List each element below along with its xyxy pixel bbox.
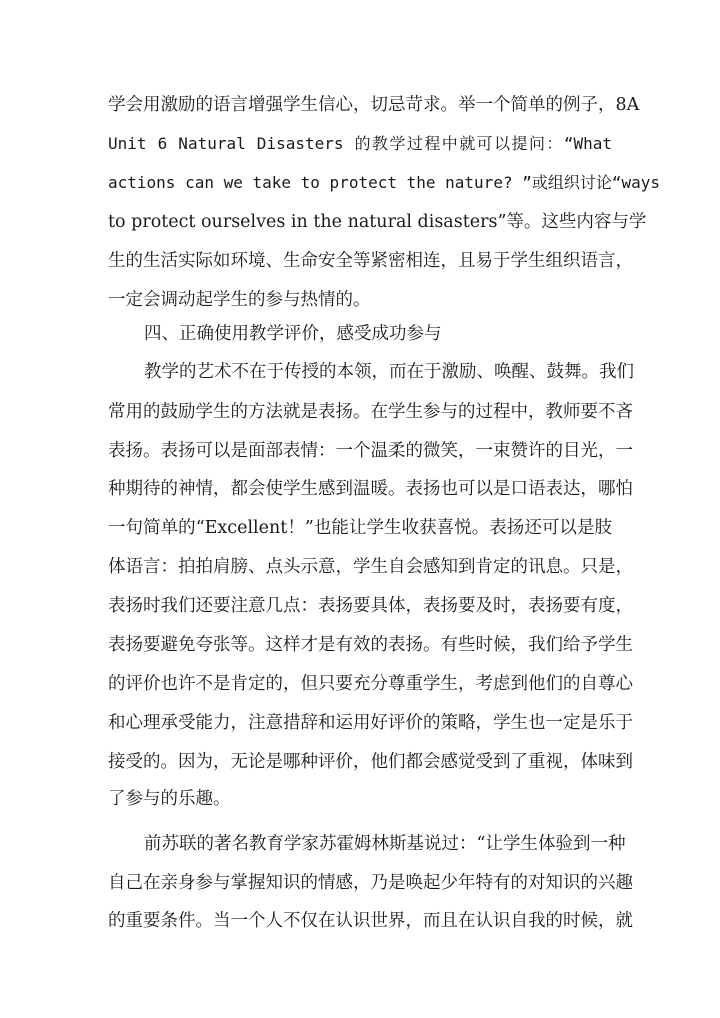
paragraph-line: 一定会调动起学生的参与热情的。 — [108, 290, 371, 310]
paragraph-line: 学会用激励的语言增强学生信心，切忌苛求。举一个简单的例子，8A — [108, 95, 640, 115]
paragraph-line: 接受的。因为，无论是哪种评价，他们都会感觉受到了重视，体味到 — [108, 752, 633, 772]
paragraph-line: 种期待的神情，都会使学生感到温暖。表扬也可以是口语表达，哪怕 — [108, 479, 633, 499]
paragraph-line: 的重要条件。当一个人不仅在认识世界，而且在认识自我的时候，就 — [108, 911, 633, 931]
section-heading: 四、正确使用教学评价，感受成功参与 — [144, 324, 442, 344]
paragraph-line: 表扬。表扬可以是面部表情：一个温柔的微笑，一束赞许的目光，一 — [108, 441, 633, 461]
paragraph-line: actions can we take to protect the nature? ”或组织讨论“ways — [108, 173, 661, 192]
paragraph-line: 和心理承受能力，注意措辞和运用好评价的策略，学生也一定是乐于 — [108, 713, 633, 733]
paragraph-line: 表扬时我们还要注意几点：表扬要具体，表扬要及时，表扬要有度， — [108, 596, 633, 616]
paragraph-line: 的评价也许不是肯定的，但只要充分尊重学生，考虑到他们的自尊心 — [108, 674, 633, 694]
paragraph-line: Unit 6 Natural Disasters 的教学过程中就可以提问：“What — [108, 134, 612, 153]
paragraph-line: 教学的艺术不在于传授的本领，而在于激励、唤醒、鼓舞。我们 — [144, 362, 634, 382]
paragraph-line: 一句简单的“Excellent！”也能让学生收获喜悦。表扬还可以是肢 — [108, 518, 612, 538]
paragraph-line: 生的生活实际如环境、生命安全等紧密相连，且易于学生组织语言， — [108, 251, 633, 271]
paragraph-line: to protect ourselves in the natural disasters”等。这些内容与学 — [108, 212, 647, 232]
paragraph-line: 常用的鼓励学生的方法就是表扬。在学生参与的过程中，教师要不吝 — [108, 402, 633, 422]
paragraph-line: 自己在亲身参与掌握知识的情感，乃是唤起少年特有的对知识的兴趣 — [108, 873, 633, 893]
paragraph-line: 前苏联的著名教育学家苏霍姆林斯基说过：“让学生体验到一种 — [144, 834, 626, 854]
paragraph-line: 体语言：拍拍肩膀、点头示意，学生自会感知到肯定的讯息。只是， — [108, 557, 633, 577]
paragraph-line: 表扬要避免夸张等。这样才是有效的表扬。有些时候，我们给予学生 — [108, 635, 633, 655]
paragraph-line: 了参与的乐趣。 — [108, 789, 231, 809]
